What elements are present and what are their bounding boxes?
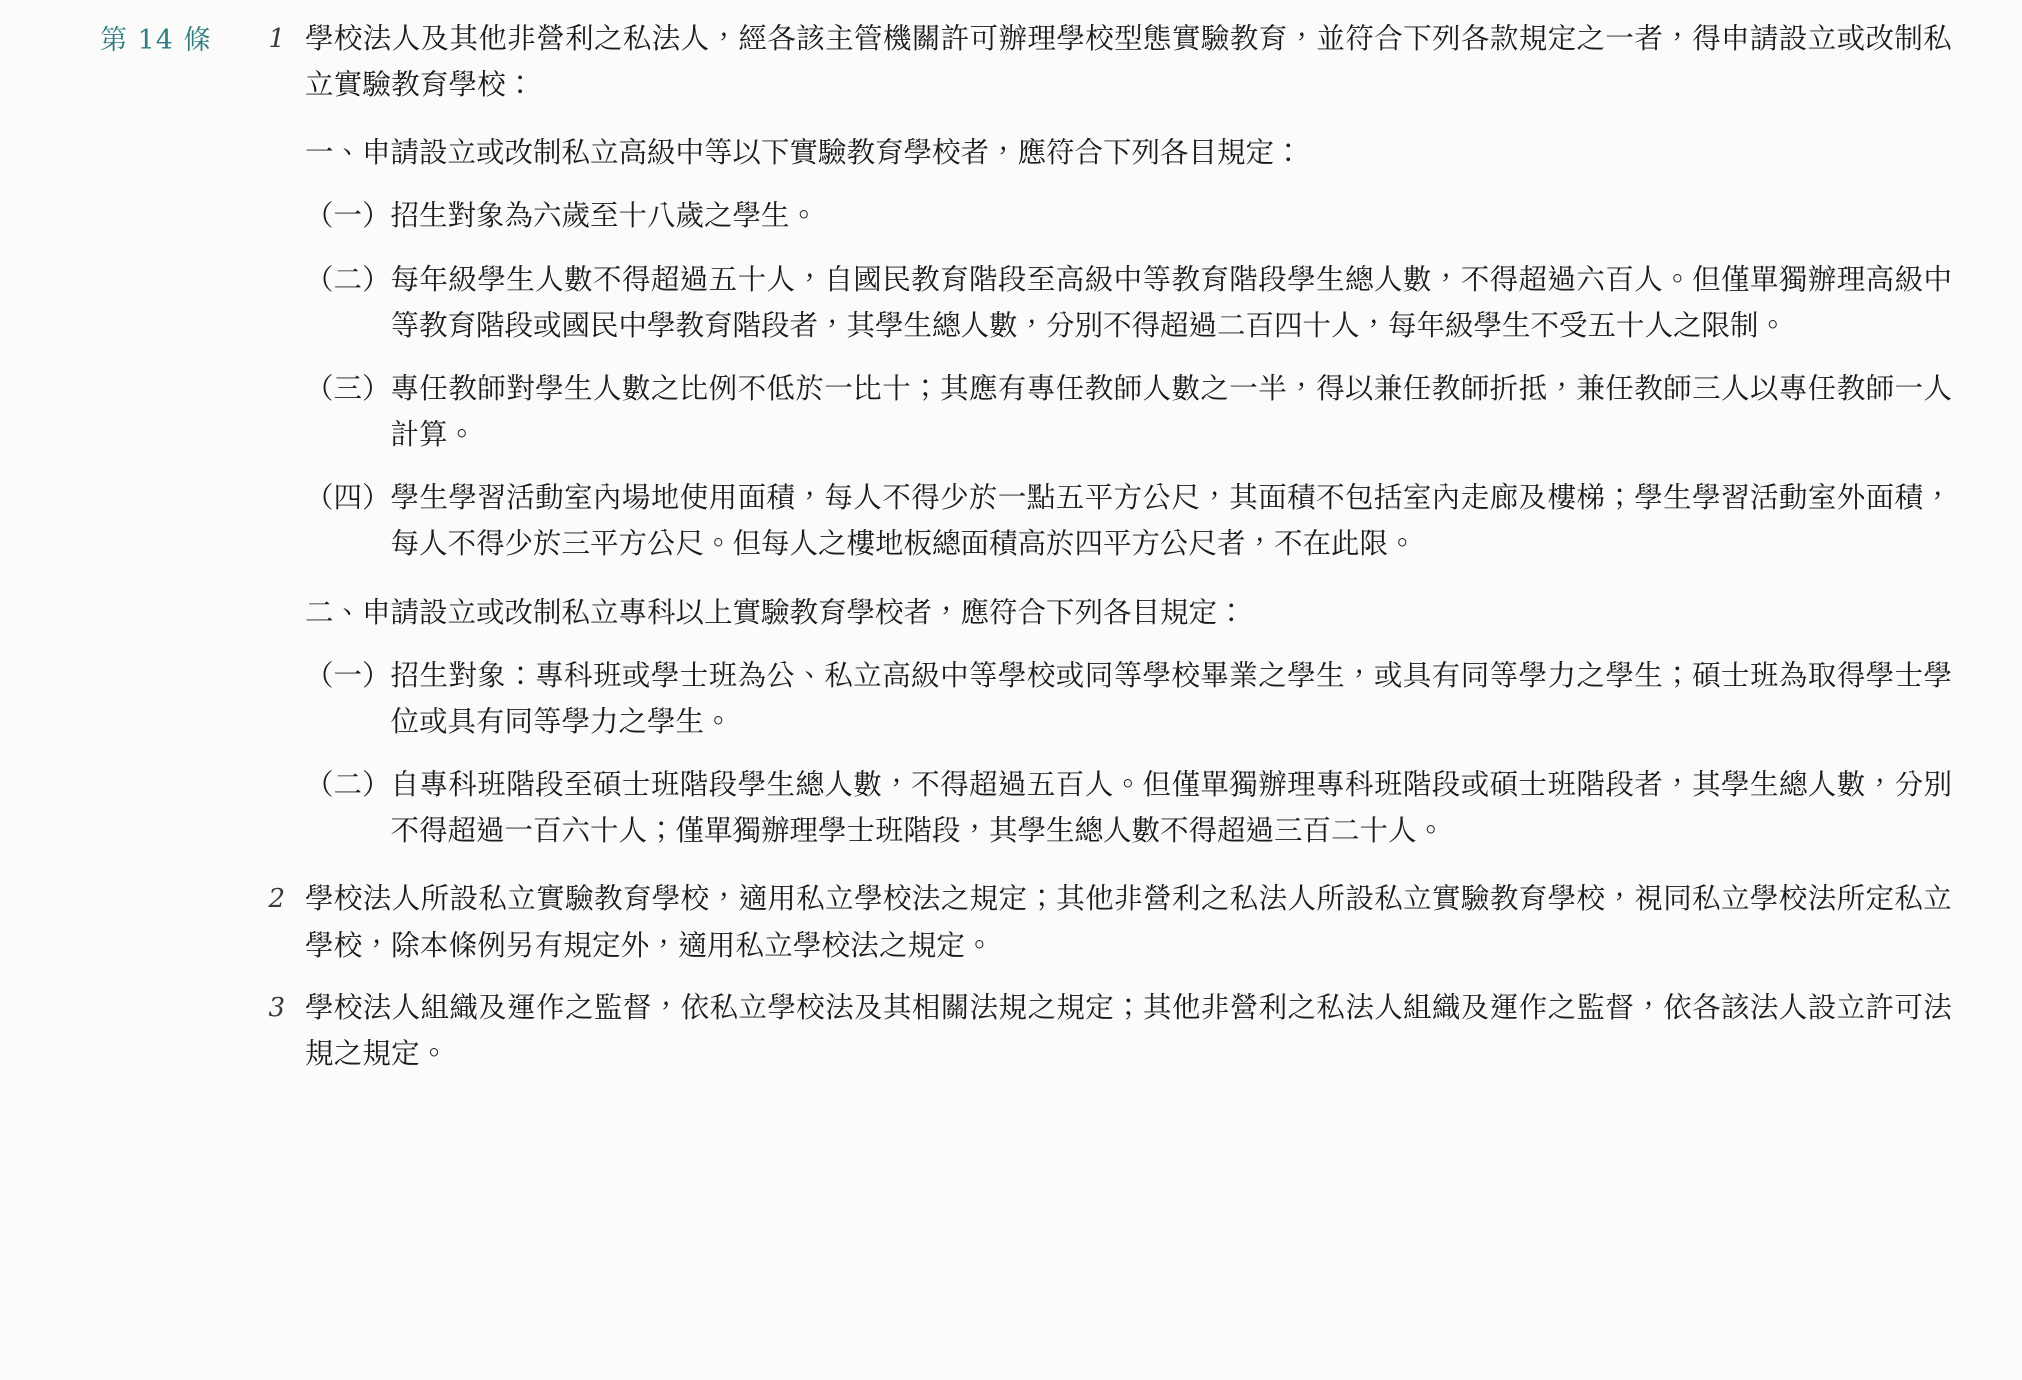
article-body — [268, 16, 1952, 1077]
clause-label: 二、 — [305, 595, 363, 629]
item-label: （二） — [305, 768, 391, 802]
item-row — [305, 366, 1952, 458]
paragraph — [268, 16, 1952, 854]
item-text: 學生學習活動室內場地使用面積，每人不得少於一點五平方公尺，其面積不包括室內走廊及樓梯；學生學習活動室外面積，每人不得少於三平方公尺。但每人之樓地板總面積高於四平方公尺者，不在此限。 — [390, 481, 1952, 561]
item-row — [305, 257, 1952, 349]
item-text: 自專科班階段至碩士班階段學生總人數，不得超過五百人。但僅單獨辦理專科班階段或碩士班階段者，其學生總人數，分別不得超過一百六十人；僅單獨辦理學士班階段，其學生總人數不得超過三百二十人。 — [390, 768, 1952, 848]
clause-text — [305, 130, 1952, 176]
paragraph-text: 學校法人所設私立實驗教育學校，適用私立學校法之規定；其他非營利之私法人所設私立實驗教育學校，視同私立學校法所定私立學校，除本條例另有規定外，適用私立學校法之規定。 — [305, 882, 1952, 962]
item-label: （一） — [305, 658, 391, 692]
clause-body: 申請設立或改制私立專科以上實驗教育學校者，應符合下列各目規定： — [362, 595, 1246, 629]
clause-body: 申請設立或改制私立高級中等以下實驗教育學校者，應符合下列各目規定： — [362, 136, 1303, 170]
paragraph-number: 2 — [268, 884, 285, 915]
item-row — [305, 193, 1952, 239]
item-label: （四） — [305, 481, 391, 515]
paragraph — [268, 985, 1952, 1077]
clause-label: 一、 — [305, 136, 363, 170]
article-number-label: 第 14 條 — [100, 25, 212, 56]
item-text: 每年級學生人數不得超過五十人，自國民教育階段至高級中等教育階段學生總人數，不得超過六百人。但僅單獨辦理高級中等教育階段或國民中學教育階段者，其學生總人數，分別不得超過二百四十人，每年級學生不受五十人之限制。 — [390, 262, 1952, 342]
item-label: （三） — [305, 371, 391, 405]
paragraph-number: 1 — [268, 24, 285, 54]
item-row — [305, 475, 1952, 567]
item-text: 招生對象：專科班或學士班為公、私立高級中等學校或同等學校畢業之學生，或具有同等學力之學生；碩士班為取得學士學位或具有同等學力之學生。 — [390, 658, 1952, 738]
paragraph-text: 學校法人及其他非營利之私法人，經各該主管機關許可辦理學校型態實驗教育，並符合下列各款規定之一者，得申請設立或改制私立實驗教育學校： — [305, 22, 1952, 102]
item-label: （一） — [305, 199, 391, 233]
paragraph — [268, 876, 1952, 968]
item-row — [305, 762, 1952, 854]
paragraph-number: 3 — [268, 992, 285, 1023]
item-label: （二） — [305, 262, 391, 296]
article-block — [70, 16, 1952, 1077]
paragraph-text: 學校法人組織及運作之監督，依私立學校法及其相關法規之規定；其他非營利之私法人組織及運作之監督，依各該法人設立許可法規之規定。 — [305, 990, 1952, 1070]
clause-text — [305, 590, 1952, 636]
item-row — [305, 653, 1952, 745]
item-text: 招生對象為六歲至十八歲之學生。 — [390, 199, 819, 233]
item-text: 專任教師對學生人數之比例不低於一比十；其應有專任教師人數之一半，得以兼任教師折抵，兼任教師三人以專任教師一人計算。 — [390, 371, 1952, 452]
